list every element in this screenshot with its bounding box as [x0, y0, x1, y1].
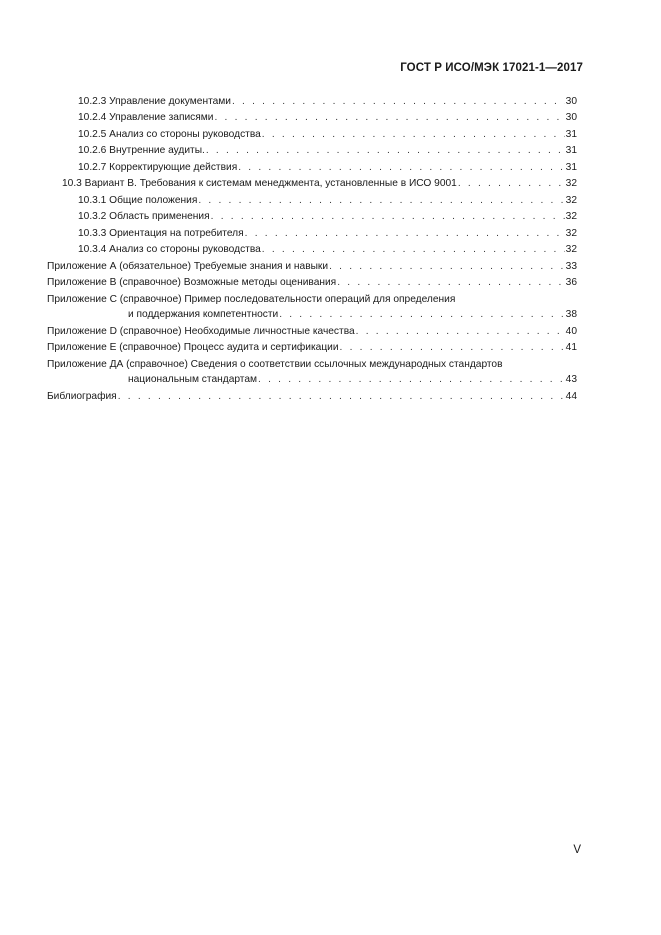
toc-entry-page: 43 — [565, 374, 577, 385]
toc-entry[interactable] — [47, 141, 577, 158]
toc-leader-dots — [262, 128, 565, 141]
toc-entry-title: 10.3.4 Анализ со стороны руководства — [78, 244, 261, 255]
toc-leader-dots — [245, 227, 565, 240]
toc-entry-title: 10.2.7 Корректирующие действия — [78, 161, 238, 173]
toc-entry-page: 36 — [565, 277, 577, 288]
toc-leader-dots — [329, 260, 565, 273]
toc-entry-page: 41 — [565, 342, 577, 353]
toc-entry-page: 30 — [565, 95, 577, 107]
toc-entry-page: 32 — [565, 227, 577, 239]
page-number: V — [573, 844, 581, 856]
toc-entry[interactable] — [47, 207, 577, 224]
toc-entry-title: 10.3.2 Область применения — [78, 211, 210, 222]
toc-leader-dots — [238, 161, 564, 174]
toc-entry-page: 31 — [565, 128, 577, 140]
toc-entry-title: 10.2.4 Управление записями — [78, 112, 214, 123]
toc-entry-title: Библиография — [47, 390, 117, 402]
toc-entry-page: 32 — [565, 194, 577, 206]
toc-entry-title: Приложение С (справочное) Пример последовательности операций для определения — [47, 294, 456, 305]
toc-entry[interactable] — [47, 240, 577, 257]
toc-leader-dots — [118, 390, 565, 403]
toc-leader-dots — [198, 194, 564, 207]
toc-entry-title: 10.2.5 Анализ со стороны руководства — [78, 128, 261, 140]
toc-entry-page: 31 — [565, 145, 577, 156]
toc-entry[interactable] — [47, 338, 577, 355]
toc-entry[interactable] — [47, 190, 577, 207]
toc-entry-title: 10.2.6 Внутренние аудиты. — [78, 145, 205, 156]
toc-entry-page: 32 — [565, 178, 577, 189]
toc-entry[interactable] — [47, 108, 577, 125]
toc-leader-dots — [258, 373, 565, 386]
toc-entry-title: Приложение D (справочное) Необходимые личностные качества — [47, 325, 355, 337]
toc-entry[interactable] — [47, 358, 577, 386]
toc-entry-title: Приложение А (обязательное) Требуемые знания и навыки — [47, 260, 329, 272]
toc-leader-dots — [340, 341, 565, 354]
toc-entry[interactable] — [47, 223, 577, 240]
toc-entry-title: Приложение В (справочное) Возможные методы оценивания — [47, 277, 337, 288]
toc-entry-title: 10.3.1 Общие положения — [78, 194, 198, 206]
table-of-contents — [47, 91, 577, 403]
toc-leader-dots — [232, 95, 565, 108]
toc-entry-title: 10.3.3 Ориентация на потребителя — [78, 227, 244, 239]
toc-entry[interactable] — [47, 174, 577, 191]
toc-entry-title: Приложение Е (справочное) Процесс аудита и сертификации — [47, 342, 339, 353]
toc-entry[interactable] — [47, 293, 577, 321]
document-header: ГОСТ Р ИСО/МЭК 17021-1—2017 — [400, 62, 583, 74]
toc-entry-page: 30 — [565, 112, 577, 123]
toc-leader-dots — [458, 177, 565, 190]
toc-entry-page: 32 — [565, 244, 577, 255]
toc-entry-page: 38 — [565, 309, 577, 320]
toc-leader-dots — [356, 325, 565, 338]
toc-entry[interactable] — [47, 157, 577, 174]
toc-leader-dots — [214, 111, 564, 124]
toc-leader-dots — [262, 243, 565, 256]
toc-entry-title: Приложение ДА (справочное) Сведения о соответствии ссылочных международных стандартов — [47, 359, 503, 370]
toc-entry[interactable] — [47, 91, 577, 108]
toc-entry[interactable] — [47, 256, 577, 273]
toc-entry-page: 44 — [565, 390, 577, 402]
toc-entry-page: 32 — [565, 211, 577, 222]
toc-entry[interactable] — [47, 273, 577, 290]
toc-entry[interactable] — [47, 386, 577, 403]
toc-leader-dots — [337, 276, 564, 289]
toc-entry[interactable] — [47, 321, 577, 338]
toc-entry-page: 33 — [565, 260, 577, 272]
toc-entry-title: 10.3 Вариант В. Требования к системам менеджмента, установленные в ИСО 9001 — [62, 178, 457, 189]
toc-entry-title: 10.2.3 Управление документами — [78, 95, 231, 107]
toc-leader-dots — [279, 308, 564, 321]
toc-entry-page: 40 — [565, 325, 577, 337]
toc-entry-title-continuation: и поддержания компетентности — [128, 309, 279, 320]
toc-entry-title-continuation: национальным стандартам — [128, 374, 258, 385]
toc-leader-dots — [211, 210, 565, 223]
toc-leader-dots — [206, 144, 565, 157]
toc-entry[interactable] — [47, 124, 577, 141]
toc-entry-page: 31 — [565, 161, 577, 173]
